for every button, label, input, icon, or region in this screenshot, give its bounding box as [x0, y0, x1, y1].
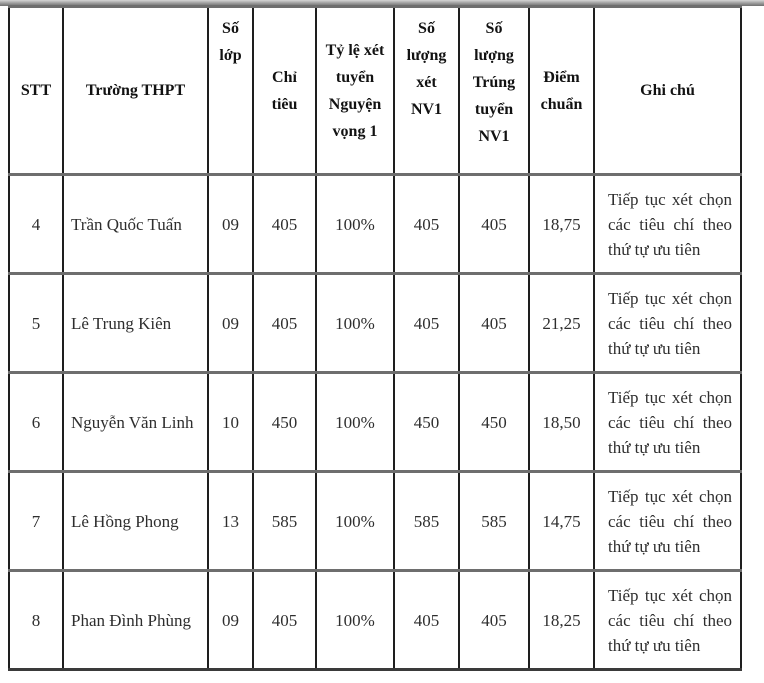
- cell-ty-le: 100%: [316, 274, 394, 373]
- cell-so-lop: 10: [208, 373, 253, 472]
- cell-so-luong-trung: 405: [459, 274, 529, 373]
- cell-diem-chuan: 18,25: [529, 571, 594, 670]
- table-row: [9, 175, 741, 274]
- cell-so-lop: 09: [208, 274, 253, 373]
- col-header-so-luong-trung-tuyen-nv1: Số lượng Trúng tuyển NV1: [459, 7, 529, 175]
- col-header-diem-chuan: Điểm chuẩn: [529, 7, 594, 175]
- col-header-ty-le-nv1: Tỷ lệ xét tuyển Nguyện vọng 1: [316, 7, 394, 175]
- cell-ty-le: 100%: [316, 571, 394, 670]
- cell-school-name: Lê Hồng Phong: [63, 472, 208, 571]
- cell-chi-tieu: 450: [253, 373, 316, 472]
- cell-diem-chuan: 18,50: [529, 373, 594, 472]
- cell-so-luong-trung: 585: [459, 472, 529, 571]
- table-row: [9, 472, 741, 571]
- cell-so-luong-trung: 405: [459, 175, 529, 274]
- cell-so-luong-trung: 405: [459, 571, 529, 670]
- cell-diem-chuan: 18,75: [529, 175, 594, 274]
- cell-chi-tieu: 405: [253, 571, 316, 670]
- col-header-so-luong-xet-nv1: Số lượng xét NV1: [394, 7, 459, 175]
- cell-ty-le: 100%: [316, 175, 394, 274]
- cell-so-lop: 09: [208, 175, 253, 274]
- table-row: [9, 373, 741, 472]
- cell-diem-chuan: 14,75: [529, 472, 594, 571]
- col-header-chi-tieu: Chỉ tiêu: [253, 7, 316, 175]
- cell-so-luong-trung: 450: [459, 373, 529, 472]
- cell-school-name: Phan Đình Phùng: [63, 571, 208, 670]
- cell-chi-tieu: 405: [253, 274, 316, 373]
- cell-school-name: Lê Trung Kiên: [63, 274, 208, 373]
- cell-chi-tieu: 405: [253, 175, 316, 274]
- cell-ghi-chu: Tiếp tục xét chọn các tiêu chí theo thứ tự ưu tiên: [594, 472, 741, 571]
- cell-stt: 6: [9, 373, 63, 472]
- cell-stt: 4: [9, 175, 63, 274]
- table-row: [9, 571, 741, 670]
- cell-ty-le: 100%: [316, 472, 394, 571]
- cell-stt: 5: [9, 274, 63, 373]
- col-header-stt: STT: [9, 7, 63, 175]
- cell-school-name: Nguyễn Văn Linh: [63, 373, 208, 472]
- table-header-row: [9, 7, 741, 175]
- cell-school-name: Trần Quốc Tuấn: [63, 175, 208, 274]
- cell-chi-tieu: 585: [253, 472, 316, 571]
- cell-so-luong-xet: 405: [394, 175, 459, 274]
- cell-ghi-chu: Tiếp tục xét chọn các tiêu chí theo thứ tự ưu tiên: [594, 373, 741, 472]
- cell-so-luong-xet: 405: [394, 571, 459, 670]
- cell-ghi-chu: Tiếp tục xét chọn các tiêu chí theo thứ tự ưu tiên: [594, 175, 741, 274]
- cell-so-luong-xet: 405: [394, 274, 459, 373]
- cell-stt: 8: [9, 571, 63, 670]
- cell-so-luong-xet: 585: [394, 472, 459, 571]
- cell-so-luong-xet: 450: [394, 373, 459, 472]
- col-header-school: Trường THPT: [63, 7, 208, 175]
- cell-diem-chuan: 21,25: [529, 274, 594, 373]
- cell-so-lop: 13: [208, 472, 253, 571]
- cell-stt: 7: [9, 472, 63, 571]
- cell-so-lop: 09: [208, 571, 253, 670]
- col-header-ghi-chu: Ghi chú: [594, 7, 741, 175]
- admission-results-table: [8, 5, 742, 671]
- cell-ghi-chu: Tiếp tục xét chọn các tiêu chí theo thứ tự ưu tiên: [594, 274, 741, 373]
- cell-ghi-chu: Tiếp tục xét chọn các tiêu chí theo thứ tự ưu tiên: [594, 571, 741, 670]
- table-row: [9, 274, 741, 373]
- col-header-so-lop: Số lớp: [208, 7, 253, 175]
- cell-ty-le: 100%: [316, 373, 394, 472]
